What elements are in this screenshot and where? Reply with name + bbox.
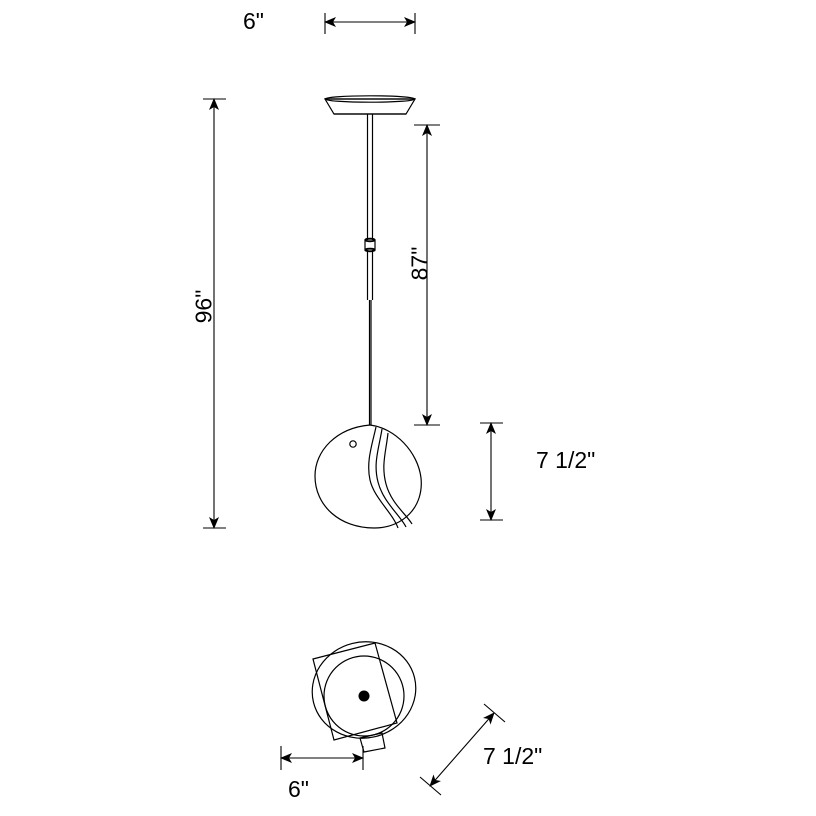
plan-geometry xyxy=(302,631,426,752)
dim-label-plan-depth: 7 1/2" xyxy=(483,743,543,769)
dim-label-shade-height: 7 1/2" xyxy=(536,447,596,473)
dimension-lines xyxy=(203,13,505,795)
dim-label-stem-drop: 87" xyxy=(406,246,433,281)
dim-label-plan-width: 6" xyxy=(288,776,309,802)
elevation-geometry xyxy=(315,96,421,528)
dim-label-overall-height: 96" xyxy=(190,289,217,324)
dim-label-canopy-width: 6" xyxy=(243,8,264,34)
